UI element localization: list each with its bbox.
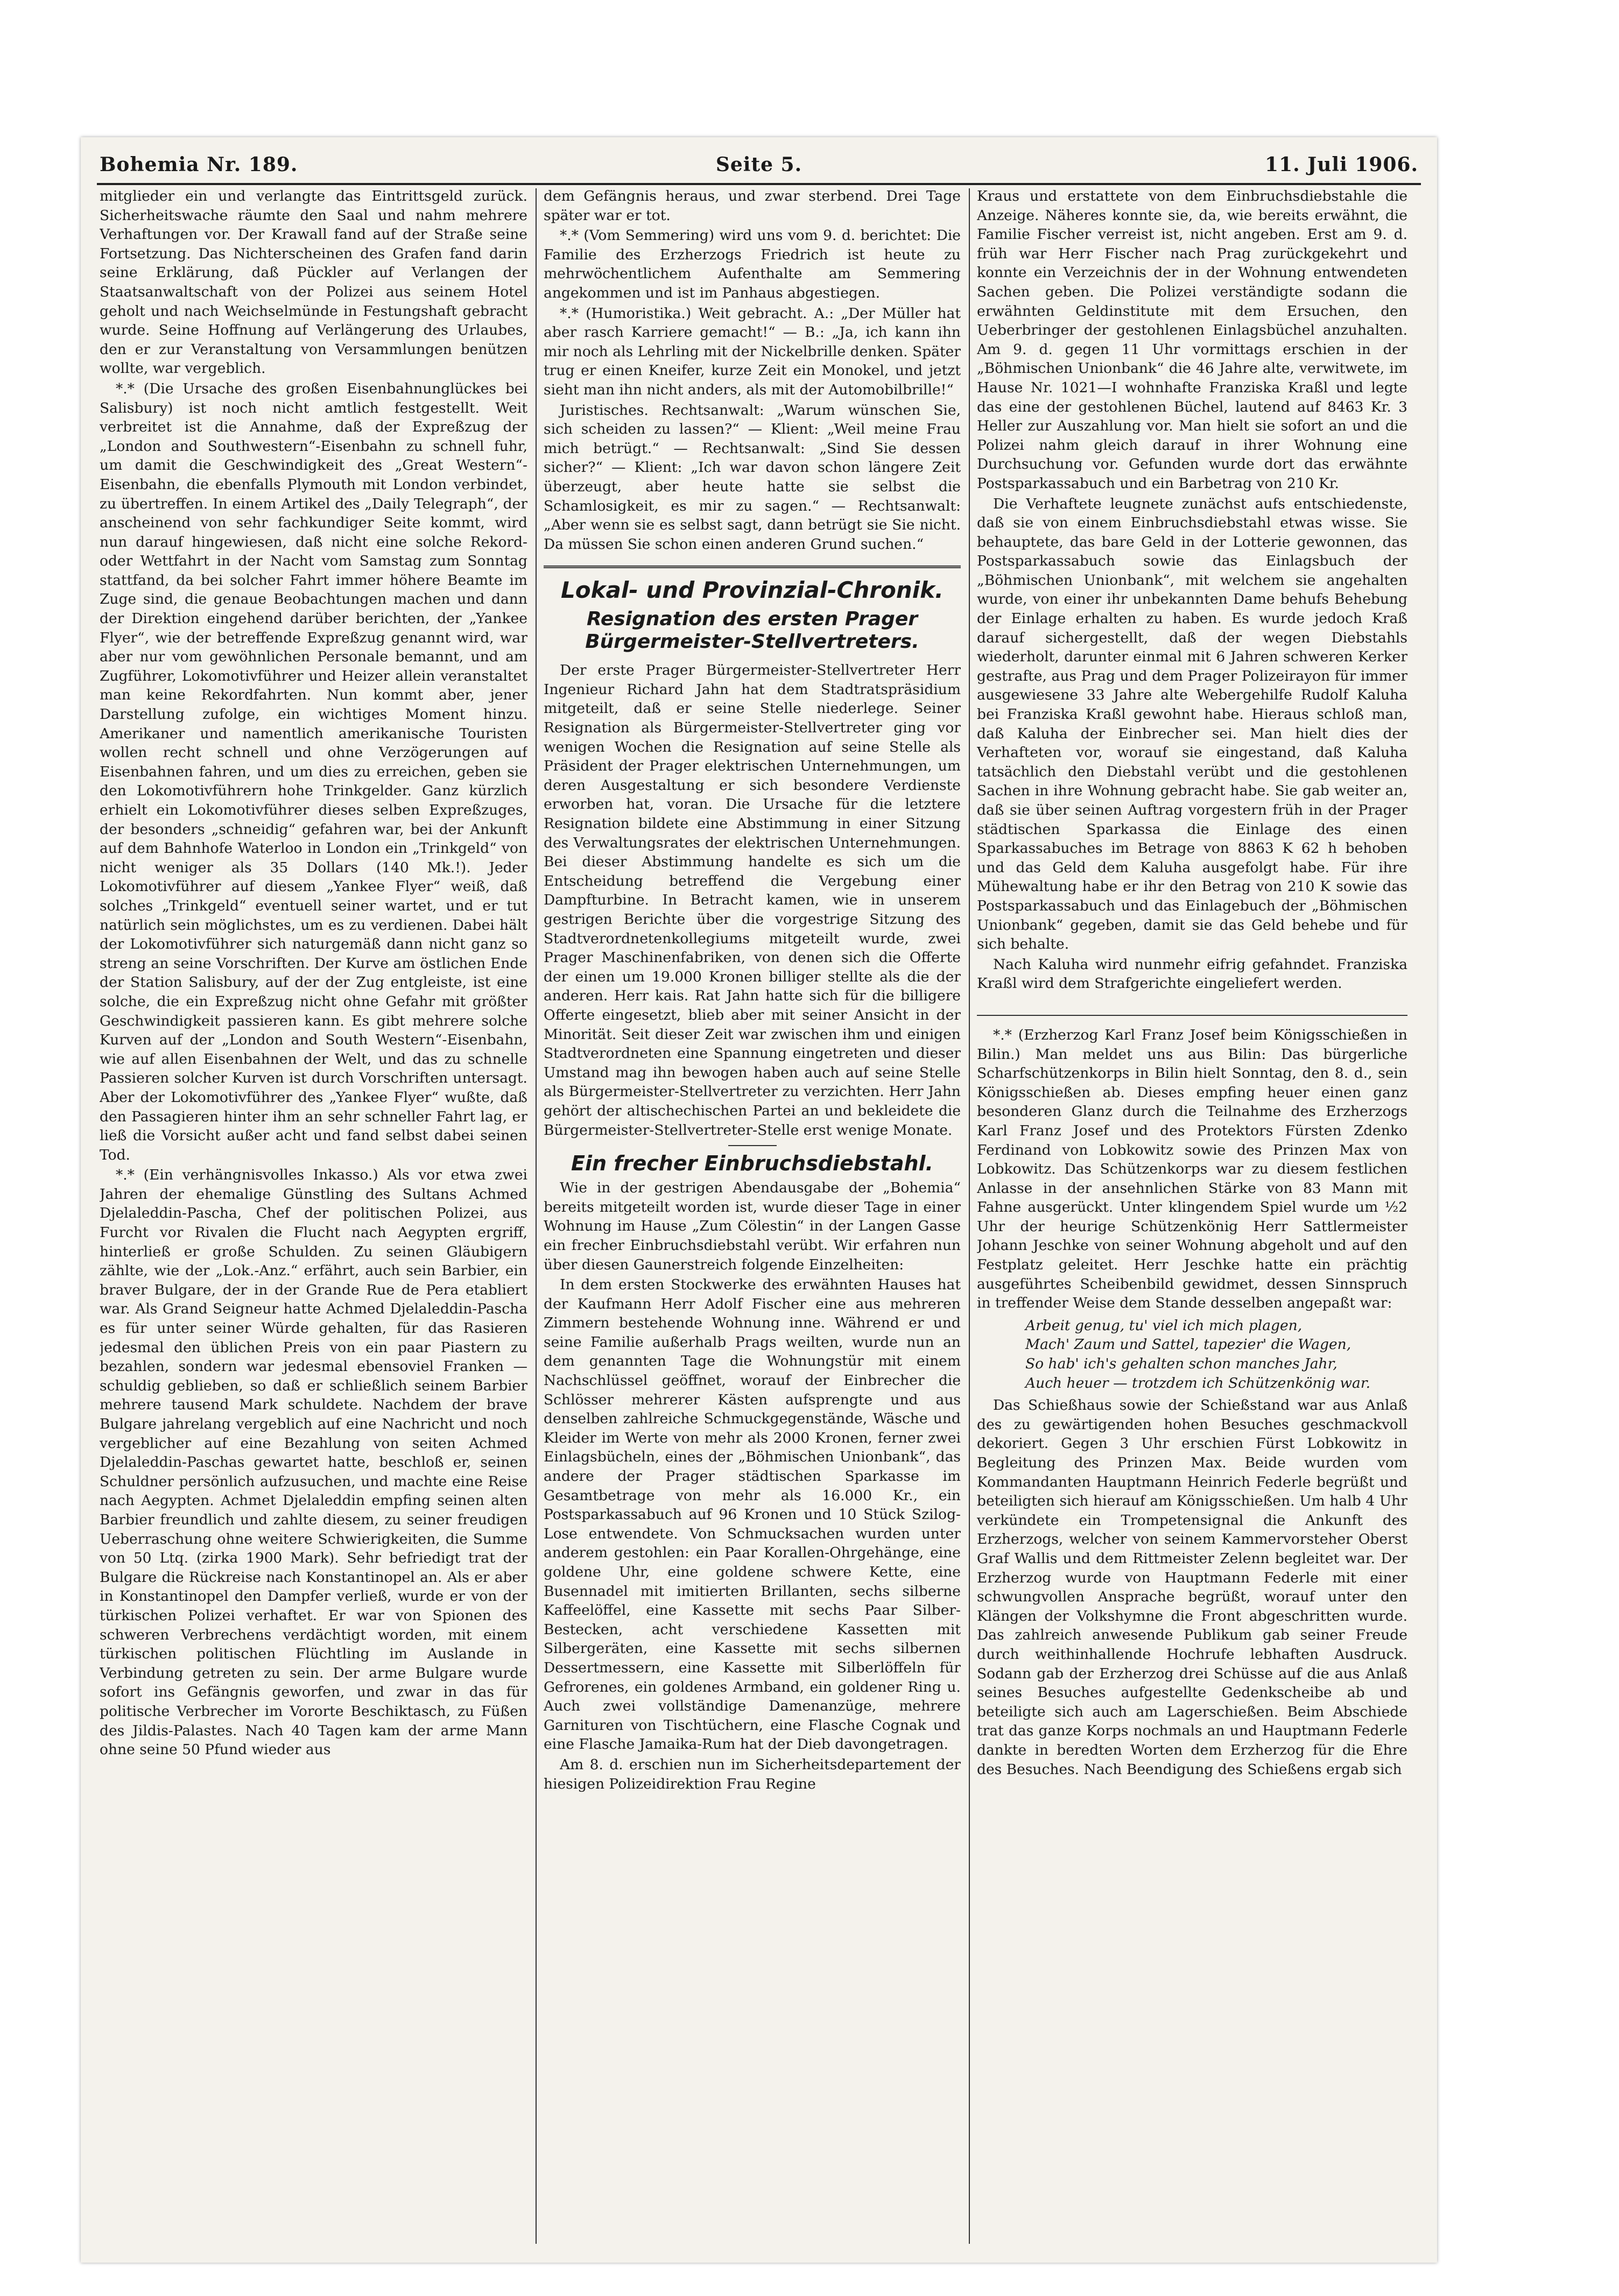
column-divider	[536, 188, 537, 2244]
article-paragraph: Kraus und erstattete von dem Einbruchsdiebstahle die Anzeige. Näheres konnte sie, da, wie bereits erwähnt, die Familie Fischer verreist ist, nicht angeben. Erst am 9. d. früh war Herr Fischer nach Prag zurückgekehrt und konnte ein Verzeichnis der in der Wohnung entwendeten Sachen geben. Die Polizei verständigte sodann die erwähnten Geldinstitute mit dem Ersuchen, den Ueberbringer der gestohlenen Einlagsbüchel anzuhalten. Am 9. d. gegen 11 Uhr vormittags erschien in der „Böhmischen Unionbank“ die 46 Jahre alte, verwitwete, im Hause Nr. 1021—I wohnhafte Franziska Kraßl und legte das eine der gestohlenen Büchel, lautend auf 8463 Kr. 3 Heller zur Auszahlung vor. Man hielt sie sofort an und die Polizei nahm gleich darauf in ihrer Wohnung eine Durchsuchung vor. Gefunden wurde dort das erwähnte Postsparkassabuch und ein Barbetrag von 210 Kr.	[977, 188, 1407, 492]
section-title: Lokal- und Provinzial-Chronik.	[560, 577, 944, 604]
verse-line: Auch heuer — trotzdem ich Schützenkönig war.	[1025, 1374, 1371, 1391]
article-paragraph: Am 8. d. erschien nun im Sicherheitsdepartement der hiesigen Polizeidirektion Frau Regine	[544, 1756, 961, 1792]
column-1	[100, 187, 527, 2242]
article-inkasso: *.* (Ein verhängnisvolles Inkasso.) Als vor etwa zwei Jahren der ehemalige Günstling des Sultans Achmed Djelaleddin-Pascha, Chef der politischen Polizei, aus Furcht vor Rivalen die Flucht nach Aegypten ergriff, hinterließ er große Schulden. Zu seinen Gläubigern zählte, wie der „Lok.-Anz.“ erfährt, auch sein Barbier, ein braver Bulgare, der in der Grande Rue de Pera etabliert war. Als Grand Seigneur hatte Achmed Djelaleddin-Pascha es für unter seiner Würde gehalten, für das Rasieren jedesmal den üblichen Preis von ein paar Piastern zu bezahlen, sondern war jedesmal ebensoviel Franken — schuldig geblieben, so daß er schließlich seinem Barbier mehrere tausend Mark schuldete. Nachdem der brave Bulgare jahrelang vergeblich auf eine Nachricht und noch vergeblicher auf eine Bezahlung von seiten Achmed Djelaleddin-Paschas gewartet hatte, beschloß er, seinen Schuldner persönlich aufzusuchen, und machte eine Reise nach Aegypten. Achmet Djelaleddin empfing seinen alten Barbier freundlich und zahlte diesem, zu seiner freudigen Ueberraschung ohne weitere Schwierigkeiten, die Summe von 50 Ltq. (zirka 1900 Mark). Sehr befriedigt trat der Bulgare die Rückreise nach Konstantinopel an. Als er aber in Konstantinopel den Dampfer verließ, wurde er von der türkischen Polizei verhaftet. Er war von Spionen des schweren Verbrechens verdächtigt worden, mit einem türkischen politischen Flüchtling im Auslande in Verbindung getreten zu sein. Der arme Bulgare wurde sofort ins Gefängnis geworfen, und zwar in das für politische Verbrecher im Vororte Beschiktasch, zu Füßen des Jildis-Palastes. Nach 40 Tagen kam der arme Mann ohne seine 50 Pfund wieder aus	[100, 1167, 527, 1758]
article-headline: Ein frecher Einbruchsdiebstahl.	[571, 1151, 933, 1176]
article-erzherzog: *.* (Erzherzog Karl Franz Josef beim Königsschießen in Bilin.) Man meldet uns aus Bilin: Das bürgerliche Scharfschützenkorps in Bilin hielt Sonntag, den 8. d., sein Königsschießen ab. Dieses empfing heuer einen ganz besonderen Glanz durch die Teilnahme des Erzherzogs Karl Franz Josef und des Protektors Fürsten Zdenko Ferdinand von Lobkowitz sowie des Prinzen Max von Lobkowitz. Das Schützenkorps war zu diesem festlichen Anlasse in der ansehnlichen Stärke von 83 Mann mit Fahne ausgerückt. Unter klingendem Spiel wurde um ½2 Uhr der heurige Schützenkönig Herr Sattlermeister Johann Jeschke von seiner Wohnung abgeholt und auf den Festplatz geleitet. Herr Jeschke hatte ein prächtig ausgeführtes Scheibenbild gewidmet, dessen Sinnspruch in treffender Weise dem Stande desselben angepaßt war:	[977, 1026, 1407, 1312]
verse-line: So hab' ich's gehalten schon manches Jahr,	[1025, 1355, 1338, 1373]
separator-rule	[977, 1015, 1407, 1016]
page-header	[100, 149, 1418, 181]
article-salisbury: *.* (Die Ursache des großen Eisenbahnunglückes bei Salisbury) ist noch nicht amtlich festgestellt. Weit verbreitet ist die Annahme, daß der Expreßzug der „London and Southwestern“-Eisenbahn zu schnell fuhr, um damit die Geschwindigkeit des „Great Western“-Eisenbahn, die ebenfalls Plymouth mit London verbindet, zu übertreffen. In einem Artikel des „Daily Telegraph“, der anscheinend von sehr fachkundiger Seite kommt, wird nun darauf hingewiesen, daß nicht eine solche Rekord- oder Wettfahrt in der Nacht vom Samstag zum Sonntag stattfand, da bei solcher Fahrt immer höhere Beamte im Zuge sind, die genaue Beobachtungen machen und dann der Direktion eingehend darüber berichten, der „Yankee Flyer“, wie der betreffende Expreßzug genannt wird, war aber nur vom gewöhnlichen Personale bemannt, und am Zugführer, Lokomotivführer und Heizer allein veranstaltet man keine Rekordfahrten. Nun kommt aber, jener Darstellung zufolge, ein wichtiges Moment hinzu. Amerikaner und namentlich amerikanische Touristen wollen recht schnell und ohne Verzögerungen auf Eisenbahnen fahren, und um dies zu erreichen, geben sie den Lokomotivführern hohe Trinkgelder. Ganz kürzlich erhielt ein Lokomotivführer dieses selben Expreßzuges, der besonders „schneidig“ gefahren war, bei der Ankunft auf dem Bahnhofe Waterloo in London ein „Trinkgeld“ von nicht weniger als 35 Dollars (140 Mk.!). Jeder Lokomotivführer auf diesem „Yankee Flyer“ weiß, daß solches „Trinkgeld“ eventuell seiner wartet, und er tut natürlich sein möglichstes, um es zu verdienen. Dabei hält der Lokomotivführer sich naturgemäß dann nicht ganz so streng an seine Vorschriften. Der Kurve am östlichen Ende der Station Salisbury, auf der der Zug entgleiste, ist eine solche, die ein Expreßzug nicht ohne Gefahr mit größter Geschwindigkeit passieren kann. Es gibt mehrere solche Kurven auf der „London and South Western“-Eisenbahn, wie auf allen Eisenbahnen der Welt, und das zu schnelle Passieren solcher Kurven ist durch Vorschriften untersagt. Aber der Lokomotivführer des „Yankee Flyer“ wußte, daß den Passagieren hinter ihm an sehr schneller Fahrt lag, er ließ die Vorsicht außer acht und fand selbst dabei seinen Tod.	[100, 380, 527, 1163]
article-paragraph: mitglieder ein und verlangte das Eintrittsgeld zurück. Sicherheitswache räumte den Saal und nahm mehrere Verhaftungen vor. Der Krawall fand auf der Straße seine Fortsetzung. Das Nichterscheinen des Grafen fand darin seine Erklärung, daß Pückler auf Verlangen der Staatsanwaltschaft von der Polizei aus seinem Hotel geholt und nach Weichselmünde in Festungshaft gebracht wurde. Seine Hoffnung auf Verlängerung des Urlaubes, den er zur Veranstaltung von Versammlungen benützen wollte, war vergeblich.	[100, 188, 527, 377]
article-paragraph: dem Gefängnis heraus, und zwar sterbend. Drei Tage später war er tot.	[544, 188, 961, 224]
column-2	[544, 187, 961, 2242]
verse-block	[1025, 1316, 1407, 1393]
article-humoristika: *.* (Humoristika.) Weit gebracht. A.: „Der Müller hat aber rasch Karriere gemacht!“ — B.: „Ja, ich kann ihn mir noch als Lehrling mit der Nickelbrille denken. Später trug er einen Kneifer, kurze Zeit ein Monokel, und jetzt sieht man ihn nicht anders, als mit der Automobilbrille!“	[544, 305, 961, 398]
column-3	[977, 187, 1407, 2242]
page-number: Seite 5.	[715, 153, 803, 176]
issue-number: Bohemia Nr. 189.	[100, 153, 298, 176]
separator-rule	[728, 1145, 777, 1146]
article-paragraph: Wie in der gestrigen Abendausgabe der „Bohemia“ bereits mitgeteilt worden ist, wurde dieser Tage in einer Wohnung im Hause „Zum Cölestin“ in der Langen Gasse ein frecher Einbruchsdiebstahl verübt. Wir erfahren nun über diesen Gaunerstreich folgende Einzelheiten:	[544, 1179, 961, 1273]
article-paragraph: Die Verhaftete leugnete zunächst aufs entschiedenste, daß sie von einem Einbruchsdiebstahl etwas wisse. Sie behauptete, das bare Geld in der Lotterie gewonnen, das Postsparkassabuch sowie das Einlagsbuch der „Böhmischen Unionbank“, mit welchem sie angehalten wurde, von einer ihr unbekannten Dame behufs Behebung der Einlage erhalten zu haben. Es wurde jedoch Kraß darauf sichergestellt, daß der wegen Diebstahls wiederholt, darunter einmal mit 6 Jahren schweren Kerker gestrafte, aus Prag und dem Prager Polizeirayon für immer ausgewiesene 33 Jahre alte Webergehilfe Rudolf Kaluha bei Franziska Kraßl gewohnt habe. Hieraus schloß man, daß Kaluha der Einbrecher sei. Man hielt dies der Verhafteten vor, worauf sie eingestand, daß Kaluha tatsächlich den Diebstahl verübt und die gestohlenen Sachen in ihre Wohnung gebracht habe. Sie gab weiter an, daß sie über seinen Auftrag vorgestern früh in der Prager städtischen Sparkassa die Einlage des einen Sparkassabuches im Betrage von 8863 K 62 h behoben und das Geld dem Kaluha ausgefolgt habe. Für ihre Mühewaltung habe er ihr den Betrag von 210 K sowie das Postsparkassabuch und das Einlagebuch der „Böhmischen Unionbank“ gegeben, damit sie das Geld behebe und für sich behalte.	[977, 495, 1407, 953]
article-semmering: *.* (Vom Semmering) wird uns vom 9. d. berichtet: Die Familie des Erzherzogs Friedrich ist heute zu mehrwöchentlichem Aufenthalte am Semmering angekommen und ist im Panhaus abgestiegen.	[544, 227, 961, 301]
header-rule	[97, 183, 1421, 185]
article-headline: Resignation des ersten Prager Bürgermeister-Stellvertreters.	[585, 608, 919, 653]
verse-line: Mach' Zaum und Sattel, tapezier' die Wagen,	[1025, 1336, 1351, 1353]
article-paragraph: Das Schießhaus sowie der Schießstand war aus Anlaß des zu gewärtigenden hohen Besuches geschmackvoll dekoriert. Gegen 3 Uhr erschien Fürst Lobkowitz in Begleitung des Prinzen Max. Beide wurden vom Kommandanten Hauptmann Heinrich Federle begrüßt und beteiligten sich hierauf am Königsschießen. Um halb 4 Uhr verkündete ein Trompetensignal die Ankunft des Erzherzogs, welcher von seinem Kammervorsteher Oberst Graf Wallis und dem Rittmeister Zelenn begleitet war. Der Erzherzog wurde von Hauptmann Federle mit einer schwungvollen Ansprache begrüßt, worauf unter den Klängen der Volkshymne die Front abgeschritten wurde. Das zahlreich anwesende Publikum gab seiner Freude durch weithinhallende Hochrufe lebhaften Ausdruck. Sodann gab der Erzherzog drei Schüsse auf die aus Anlaß seines Besuches aufgestellte Gedenkscheibe ab und beteiligte sich auch am Lagerschießen. Beim Abschiede trat das ganze Korps nochmals an und Hauptmann Federle dankte in beredten Worten dem Erzherzog für die Ehre des Besuches. Nach Beendigung des Schießens ergab sich	[977, 1397, 1407, 1778]
article-paragraph: Der erste Prager Bürgermeister-Stellvertreter Herr Ingenieur Richard Jahn hat dem Stadtratspräsidium mitgeteilt, daß er seine Stelle niederlege. Seiner Resignation als Bürgermeister-Stellvertreter ging vor wenigen Wochen die Resignation auf seine Stelle als Präsident der Prager elektrischen Unternehmungen, um deren Ausgestaltung er sich besondere Verdienste erworben hat, voran. Die Ursache für die letztere Resignation bildete eine Abstimmung in einer Sitzung des Verwaltungsrates der elektrischen Unternehmungen. Bei dieser Abstimmung handelte es sich um die Entscheidung betreffend die Vergebung einer Dampfturbine. In Betracht kamen, wie in unserem gestrigen Berichte über die vorgestrige Sitzung des Stadtverordnetenkollegiums mitgeteilt wurde, zwei Prager Maschinenfabriken, von denen sich die Offerte der einen um 19.000 Kronen billiger stellte als die der anderen. Herr kais. Rat Jahn hatte sich für die billigere Offerte eingesetzt, blieb aber mit seiner Ansicht in der Minorität. Seit dieser Zeit war zwischen ihm und einigen Stadtverordneten eine Spannung eingetreten und dieser Umstand mag ihn bewogen haben auch auf seine Stelle als Bürgermeister-Stellvertreter zu verzichten. Herr Jahn gehört der altischechischen Partei an und bekleidete die Bürgermeister-Stellvertreter-Stelle erst wenige Monate.	[544, 662, 961, 1139]
article-juristisches: Juristisches. Rechtsanwalt: „Warum wünschen Sie, sich scheiden zu lassen?“ — Klient: „Weil meine Frau mich betrügt.“ — Rechtsanwalt: „Sind Sie dessen sicher?“ — Klient: „Ich war davon schon längere Zeit überzeugt, aber heute hatte sie selbst die Schamlosigkeit, es mir zu sagen.“ — Rechtsanwalt: „Aber wenn sie es selbst sagt, dann betrügt sie Sie nicht. Da müssen Sie schon einen anderen Grund suchen.“	[544, 401, 961, 553]
article-paragraph: Nach Kaluha wird nunmehr eifrig gefahndet. Franziska Kraßl wird dem Strafgerichte eingeliefert werden.	[977, 956, 1407, 992]
article-paragraph: In dem ersten Stockwerke des erwähnten Hauses hat der Kaufmann Herr Adolf Fischer eine aus mehreren Zimmern bestehende Wohnung inne. Während er und seine Familie außerhalb Prags weilten, wurde nun an dem genannten Tage die Wohnungstür mit einem Nachschlüssel geöffnet, worauf der Einbrecher die Schlösser mehrerer Kästen aufsprengte und aus denselben zahlreiche Schmuckgegenstände, Wäsche und Kleider im Werte von mehr als 2000 Kronen, ferner zwei Einlagsbücheln, eines der „Böhmischen Unionbank“, das andere der Prager städtischen Sparkasse im Gesamtbetrage von mehr als 16.000 Kr., ein Postsparkassabuch auf 96 Kronen und 10 Stück Szilog-Lose entwendete. Von Schmucksachen wurden unter anderem gestohlen: ein Paar Korallen-Ohrgehänge, eine goldene Uhr, eine goldene schwere Kette, eine Busennadel mit imitierten Brillanten, sechs silberne Kaffeelöffel, eine Kassette mit sechs Paar Silber-Bestecken, acht verschiedene Kassetten mit Silbergeräten, eine Kassette mit sechs silbernen Dessertmessern, eine Kassette mit Silberlöffeln für Gefrorenes, ein goldenes Armband, ein goldener Ring u. Auch zwei vollständige Damenanzüge, mehrere Garnituren von Tischtüchern, eine Flasche Cognak und eine Flasche Jamaika-Rum hat der Dieb davongetragen.	[544, 1276, 961, 1753]
newspaper-page	[81, 137, 1437, 2263]
section-rule	[544, 566, 961, 568]
verse-line: Arbeit genug, tu' viel ich mich plagen,	[1025, 1317, 1303, 1334]
issue-date: 11. Juli 1906.	[1265, 153, 1418, 176]
column-divider	[969, 188, 970, 2244]
